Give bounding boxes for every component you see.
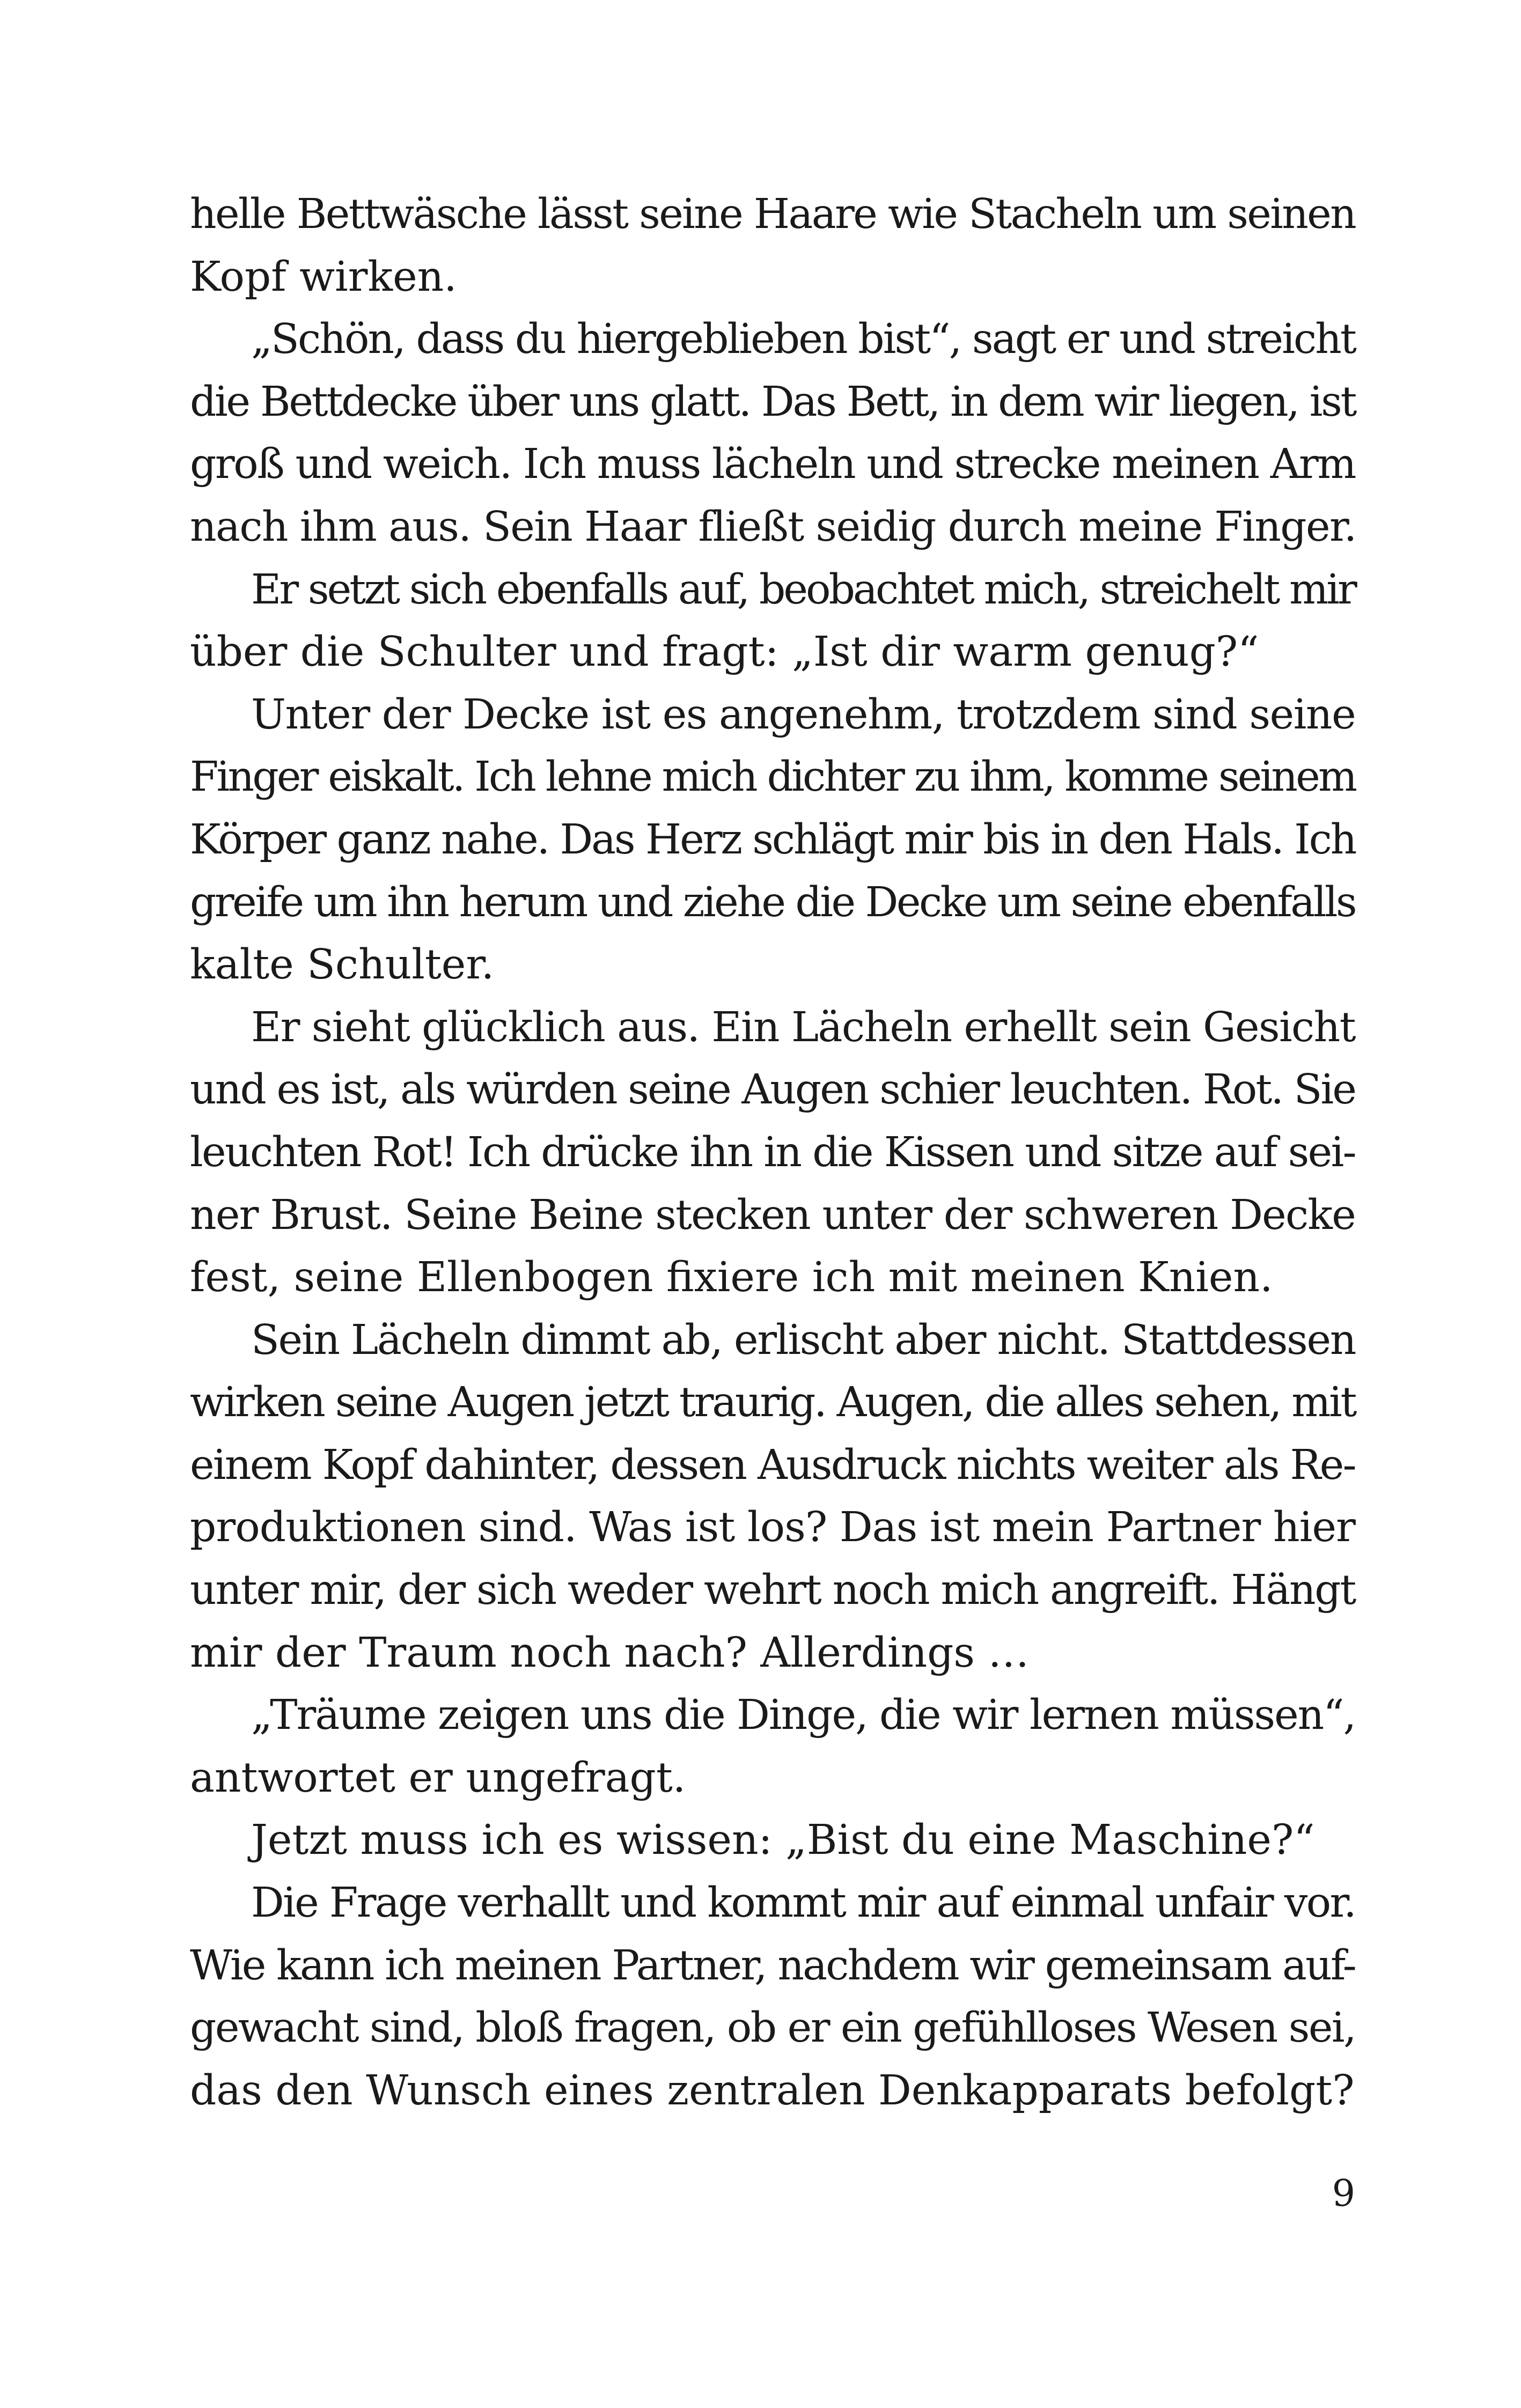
text-line: wirken seine Augen jetzt traurig. Augen, die alles sehen, mit (190, 1379, 1356, 1427)
text-line: „Träume zeigen uns die Dinge, die wir lernen müssen“, (251, 1691, 1356, 1740)
text-line: nach ihm aus. Sein Haar fließt seidig durch meine Finger. (190, 503, 1356, 551)
text-line: das den Wunsch eines zentralen Denkapparats befolgt? (190, 2066, 1355, 2115)
text-line: Die Frage verhallt und kommt mir auf einmal unfair vor. (251, 1879, 1356, 1927)
text-line: Jetzt muss ich es wissen: „Bist du eine Maschine?“ (251, 1816, 1315, 1865)
text-line: fest, seine Ellenbogen fixiere ich mit meinen Knien. (190, 1254, 1273, 1302)
text-line: einem Kopf dahinter, dessen Ausdruck nichts weiter als Re- (190, 1441, 1355, 1489)
text-line: mir der Traum noch nach? Allerdings … (190, 1629, 1030, 1677)
text-line: Unter der Decke ist es angenehm, trotzdem sind seine (251, 690, 1356, 739)
text-line: Finger eiskalt. Ich lehne mich dichter zu ihm, komme seinem (190, 753, 1356, 801)
text-line: Kopf wirken. (190, 253, 457, 301)
text-line: und es ist, als würden seine Augen schier leuchten. Rot. Sie (190, 1066, 1356, 1114)
text-line: Sein Lächeln dimmt ab, erlischt aber nicht. Stattdessen (251, 1316, 1356, 1364)
text-line: Er sieht glücklich aus. Ein Lächeln erhellt sein Gesicht (251, 1003, 1355, 1051)
text-line: Körper ganz nahe. Das Herz schlägt mir bis in den Hals. Ich (190, 815, 1356, 864)
text-line: antwortet er ungefragt. (190, 1754, 686, 1802)
text-line: greife um ihn herum und ziehe die Decke um seine ebenfalls (190, 878, 1356, 926)
text-line: unter mir, der sich weder wehrt noch mich angreift. Hängt (190, 1566, 1355, 1615)
text-line: helle Bettwäsche lässt seine Haare wie Stacheln um seinen (190, 190, 1356, 238)
text-line: Wie kann ich meinen Partner, nachdem wir gemeinsam auf- (190, 1941, 1355, 1990)
text-line: gewacht sind, bloß fragen, ob er ein gefühlloses Wesen sei, (190, 2004, 1356, 2052)
page-number: 9 (1332, 2173, 1355, 2215)
text-line: groß und weich. Ich muss lächeln und strecke meinen Arm (190, 440, 1355, 489)
text-line: ner Brust. Seine Beine stecken unter der schweren Decke (190, 1191, 1355, 1239)
text-line: die Bettdecke über uns glatt. Das Bett, in dem wir liegen, ist (190, 378, 1356, 426)
body-text (190, 183, 1355, 2122)
text-line: produktionen sind. Was ist los? Das ist mein Partner hier (190, 1504, 1356, 1552)
text-line: „Schön, dass du hiergeblieben bist“, sagt er und streicht (251, 315, 1356, 364)
text-line: über die Schulter und fragt: „Ist dir warm genug?“ (190, 628, 1259, 676)
text-line: kalte Schulter. (190, 941, 495, 989)
text-line: leuchten Rot! Ich drücke ihn in die Kissen und sitze auf sei- (190, 1128, 1355, 1176)
text-line: Er setzt sich ebenfalls auf, beobachtet mich, streichelt mir (251, 565, 1355, 614)
